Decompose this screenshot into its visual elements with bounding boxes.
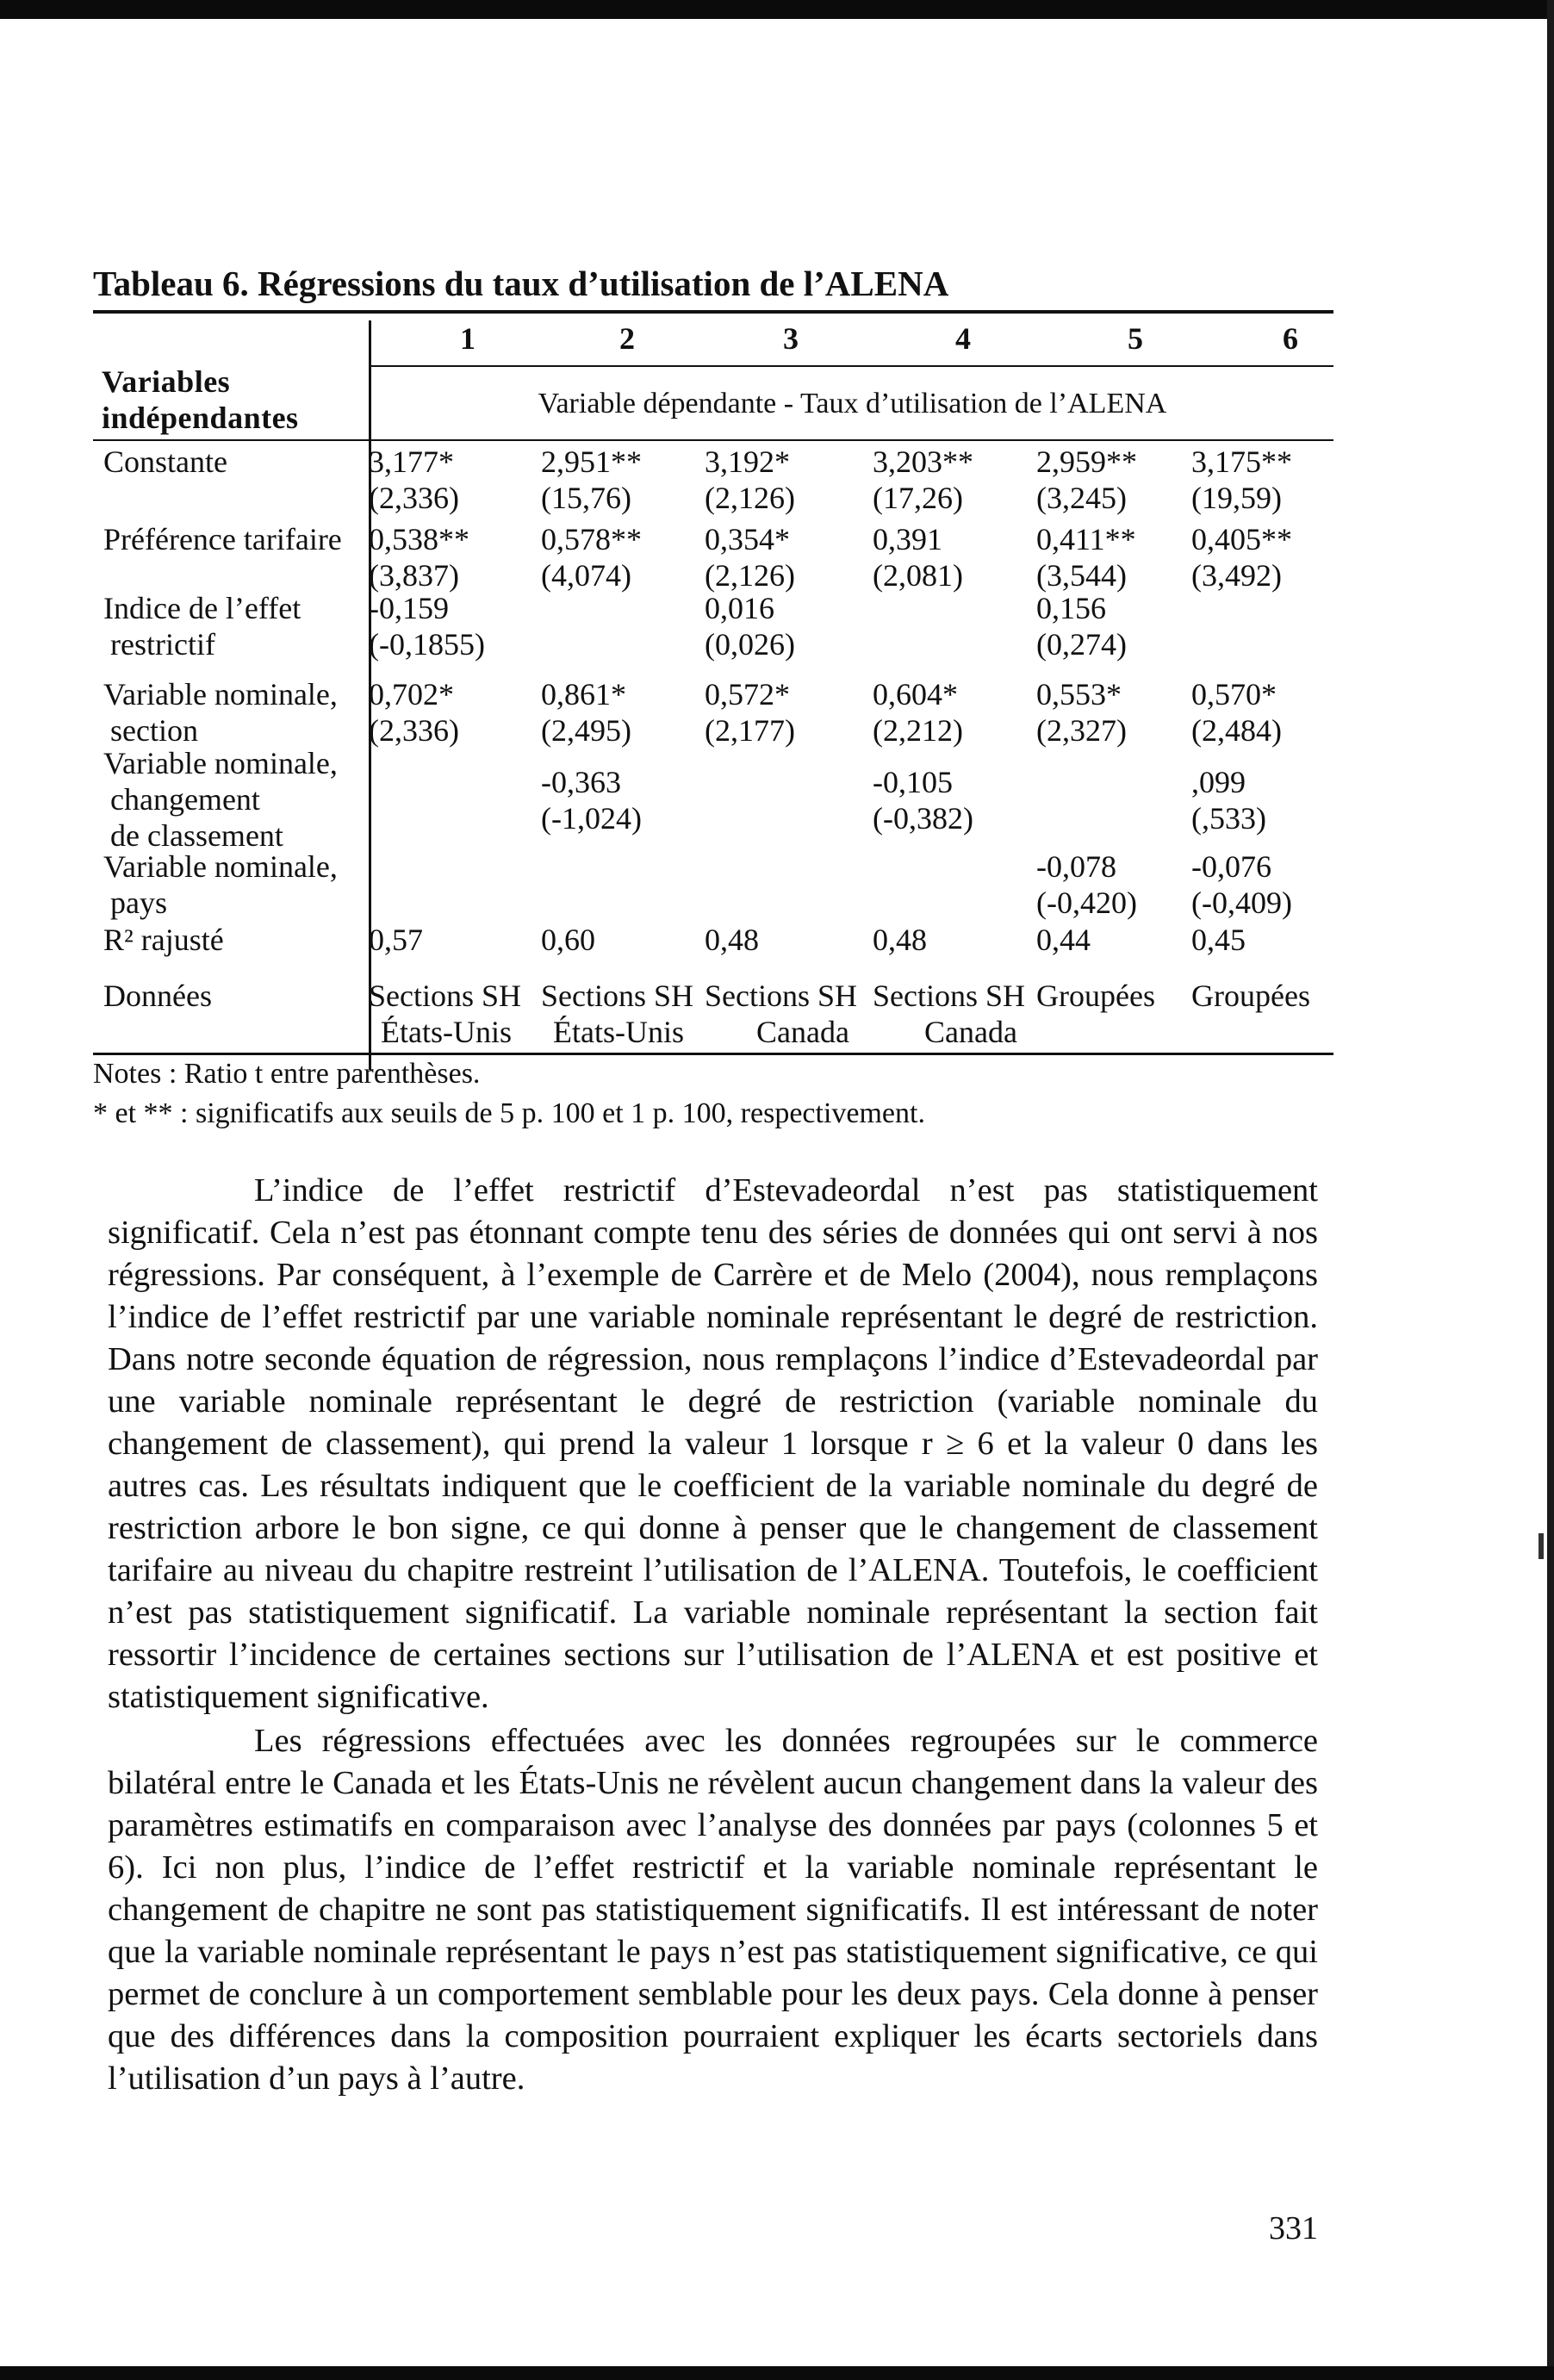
- paragraph-2: Les régressions effectuées avec les données regroupées sur le commerce bilatéral entre le Canada et les États-Unis ne révèlent aucun changement dans la valeur des paramètres estimatifs en comparaison avec l’analyse des données par pays (colonnes 5 et 6). Ici non plus, l’indice de l’effet restrictif et la variable nominale représentant le changement de chapitre ne sont pas statistiquement significatifs. Il est intéressant de noter que la variable nominale représentant le pays n’est pas statistiquement significative, ce qui permet de conclure à un comportement semblable pour les deux pays. Cela donne à penser que des différences dans la composition pourraient expliquer les écarts sectoriels dans l’utilisation d’un pays à l’autre.: [108, 1723, 1318, 2097]
- row-label-line: Constante: [103, 444, 227, 479]
- row-label: [103, 922, 224, 958]
- table-cell: [369, 922, 423, 958]
- table-cell: [541, 764, 642, 836]
- table-cell-line: -0,076: [1191, 849, 1271, 884]
- table-cell-line: 0,156: [1036, 591, 1106, 625]
- column-number-6: 6: [1283, 321, 1298, 356]
- table-cell: [1191, 848, 1292, 921]
- table-cell-line: 0,604*: [873, 677, 958, 712]
- header-variables-line-1: Variables: [102, 364, 231, 399]
- table-cell-line: (0,026): [705, 627, 795, 662]
- table-cell: [541, 922, 595, 958]
- paragraph-1: L’indice de l’effet restrictif d’Estevadeordal n’est pas statistiquement significatif. Cela n’est pas étonnant compte tenu des séries de données qui ont servi à nos régressions. Par conséquent, à l’exemple de Carrère et de Melo (2004), nous remplaçons l’indice de l’effet restrictif par une variable nominale représentant le degré de restriction. Dans notre seconde équation de régression, nous remplaçons l’indice d’Estevadeordal par une variable nominale représentant le degré de restriction (variable nominale du changement de classement), qui prend la valeur 1 lorsque r ≥ 6 et la valeur 0 dans les autres cas. Les résultats indiquent que le coefficient de la variable nominale du degré de restriction arbore le bon signe, ce qui donne à penser que le changement de classement tarifaire au niveau du chapitre restreint l’utilisation de l’ALENA. Toutefois, le coefficient n’est pas statistiquement significatif. La variable nominale représentant la section fait ressortir l’incidence de certaines sections sur l’utilisation de l’ALENA et est positive et statistiquement significative.: [108, 1172, 1318, 1715]
- table-cell-line: (4,074): [541, 558, 631, 593]
- row-label-line: Données: [103, 979, 212, 1013]
- row-label-line: section: [110, 713, 198, 748]
- table-cell-line: (2,126): [705, 558, 795, 593]
- table-cell: [1036, 978, 1155, 1014]
- table-cell: [541, 978, 693, 1050]
- table-cell-line: (-1,024): [541, 801, 642, 836]
- table-cell: [369, 676, 459, 749]
- body-text: [108, 1170, 1318, 2100]
- table-cell-line: 0,354*: [705, 522, 790, 556]
- table-cell-line: -0,159: [369, 591, 449, 625]
- table-cell: [369, 521, 469, 593]
- table-cell: [705, 676, 795, 749]
- row-label: [103, 676, 338, 749]
- row-label: [103, 848, 338, 921]
- table-cell-line: (3,837): [369, 558, 459, 593]
- table-note-significance: * et ** : significatifs aux seuils de 5 p. 100 et 1 p. 100, respectivement.: [93, 1097, 925, 1129]
- table-cell-line: 0,570*: [1191, 677, 1277, 712]
- row-label: [103, 978, 212, 1014]
- table-cell: [1191, 676, 1282, 749]
- table-cell-line: (2,484): [1191, 713, 1282, 748]
- table-cell-line: Sections SH: [541, 979, 694, 1013]
- column-number-2: 2: [619, 321, 635, 356]
- table-cell: [369, 444, 459, 516]
- table-cell: [1036, 676, 1127, 749]
- table-cell-line: 0,45: [1191, 923, 1246, 957]
- table-cell-line: (2,177): [705, 713, 795, 748]
- scan-bottom-border: [0, 2366, 1554, 2380]
- row-label-line: Variable nominale,: [103, 746, 338, 780]
- table-cell-line: (-0,409): [1191, 886, 1292, 920]
- table-cell: [541, 676, 631, 749]
- table-cell-line: (19,59): [1191, 481, 1282, 515]
- row-label: [103, 745, 338, 854]
- table-cell-line: (2,495): [541, 713, 631, 748]
- table-cell-line: (15,76): [541, 481, 631, 515]
- table-cell: [873, 978, 1025, 1050]
- table-cell: [541, 444, 642, 516]
- table-cell-line: 0,578**: [541, 522, 642, 556]
- table-cell-line: (-0,382): [873, 801, 973, 836]
- table-cell-line: (2,336): [369, 481, 459, 515]
- table-cell-line: 2,951**: [541, 444, 642, 479]
- row-label: [103, 590, 301, 662]
- table-cell-line: (-0,1855): [369, 627, 485, 662]
- table-cell: [705, 590, 795, 662]
- column-number-3: 3: [783, 321, 799, 356]
- table-cell: [1191, 978, 1310, 1014]
- table-cell-line: 3,192*: [705, 444, 790, 479]
- table-cell-line: (3,492): [1191, 558, 1282, 593]
- table-cell-line: (2,126): [705, 481, 795, 515]
- table-title: Tableau 6. Régressions du taux d’utilisation de l’ALENA: [93, 264, 949, 303]
- table-cell-line: Groupées: [1191, 979, 1310, 1013]
- table-cell: [1191, 764, 1266, 836]
- column-number-1: 1: [460, 321, 476, 356]
- header-variables: [102, 364, 299, 436]
- table-cell-line: (3,245): [1036, 481, 1127, 515]
- table-cell: [1191, 521, 1292, 593]
- table-cell: [873, 676, 963, 749]
- table-cell-line: Sections SH: [873, 979, 1026, 1013]
- row-label-line: Variable nominale,: [103, 677, 338, 712]
- table-cell: [1036, 848, 1137, 921]
- scan-right-border: [1547, 0, 1554, 2380]
- row-label-line: changement: [110, 782, 260, 817]
- table-cell-line: 0,572*: [705, 677, 790, 712]
- table-cell: [369, 978, 521, 1050]
- table-cell-line: (3,544): [1036, 558, 1127, 593]
- header-dependent-variable: Variable dépendante - Taux d’utilisation de l’ALENA: [538, 388, 1167, 419]
- table-cell: [705, 444, 795, 516]
- table-cell-line: 0,405**: [1191, 522, 1292, 556]
- table-cell-line: 0,57: [369, 923, 423, 957]
- table-cell-line: -0,363: [541, 765, 621, 799]
- table-cell-line: -0,078: [1036, 849, 1116, 884]
- column-number-4: 4: [955, 321, 971, 356]
- table-cell: [873, 922, 927, 958]
- table-cell-line: (17,26): [873, 481, 963, 515]
- table-cell: [873, 444, 973, 516]
- table-bottom-rule: [93, 1053, 1333, 1055]
- table-cell-line: 0,60: [541, 923, 595, 957]
- table-cell: [705, 521, 795, 593]
- row-label: [103, 444, 227, 480]
- table-cell-line: 0,411**: [1036, 522, 1136, 556]
- table-cell-line: (,533): [1191, 801, 1266, 836]
- table-cell: [369, 590, 485, 662]
- row-label-line: pays: [110, 886, 167, 920]
- table-cell: [873, 764, 973, 836]
- scan-top-border: [0, 0, 1554, 19]
- table-cell-line: 0,538**: [369, 522, 469, 556]
- scan-edge-mark: [1538, 1533, 1544, 1559]
- row-label-line: restrictif: [110, 627, 215, 662]
- note-ratio-text: Notes : Ratio t entre parenthèses.: [93, 1058, 481, 1090]
- table-cell-line: (2,081): [873, 558, 963, 593]
- table-cell-line: Sections SH: [369, 979, 522, 1013]
- table-cell: [1036, 590, 1127, 662]
- table-cell: [541, 521, 642, 593]
- table-cell-line: 0,553*: [1036, 677, 1122, 712]
- table-cell-line: Sections SH: [705, 979, 858, 1013]
- table-cell-line: 0,48: [873, 923, 927, 957]
- row-label-line: R² rajusté: [103, 923, 224, 957]
- table-cell: [1036, 521, 1136, 593]
- table-cell-line: Canada: [756, 1015, 849, 1049]
- table-note-ratio: [93, 1058, 480, 1091]
- table-cell-line: 0,702*: [369, 677, 454, 712]
- row-label-line: Préférence tarifaire: [103, 522, 342, 556]
- table-cell-line: États-Unis: [381, 1015, 512, 1049]
- table-cell: [873, 521, 963, 593]
- row-label-line: Indice de l’effet: [103, 591, 301, 625]
- table-cell-line: (-0,420): [1036, 886, 1137, 920]
- table-cell-line: 0,861*: [541, 677, 626, 712]
- page-number: 331: [1269, 2210, 1318, 2246]
- column-number-5: 5: [1128, 321, 1143, 356]
- header-mid-rule: [369, 365, 1333, 367]
- header-variables-line-2: indépendantes: [102, 401, 299, 435]
- table-cell: [705, 978, 857, 1050]
- table-cell-line: (2,336): [369, 713, 459, 748]
- table-cell-line: 3,175**: [1191, 444, 1292, 479]
- table-cell-line: Canada: [924, 1015, 1017, 1049]
- table-cell-line: États-Unis: [553, 1015, 684, 1049]
- table-cell: [705, 922, 759, 958]
- table-cell-line: (0,274): [1036, 627, 1127, 662]
- table-cell-line: 0,44: [1036, 923, 1091, 957]
- header-bottom-rule: [93, 439, 1333, 441]
- table-cell-line: (2,212): [873, 713, 963, 748]
- table-cell-line: Groupées: [1036, 979, 1155, 1013]
- table-cell-line: 3,203**: [873, 444, 973, 479]
- table-cell: [1191, 922, 1246, 958]
- table-cell-line: -0,105: [873, 765, 953, 799]
- table-cell-line: 2,959**: [1036, 444, 1137, 479]
- table-cell: [1036, 922, 1091, 958]
- table-cell: [1191, 444, 1292, 516]
- table-cell-line: (2,327): [1036, 713, 1127, 748]
- row-label-line: de classement: [110, 818, 283, 853]
- table-top-rule: [93, 310, 1333, 314]
- table-cell-line: 0,48: [705, 923, 759, 957]
- table-cell: [1036, 444, 1137, 516]
- row-label: [103, 521, 342, 557]
- table-cell-line: 3,177*: [369, 444, 454, 479]
- table-cell-line: 0,391: [873, 522, 942, 556]
- table-cell-line: 0,016: [705, 591, 774, 625]
- table-cell-line: ,099: [1191, 765, 1246, 799]
- row-label-line: Variable nominale,: [103, 849, 338, 884]
